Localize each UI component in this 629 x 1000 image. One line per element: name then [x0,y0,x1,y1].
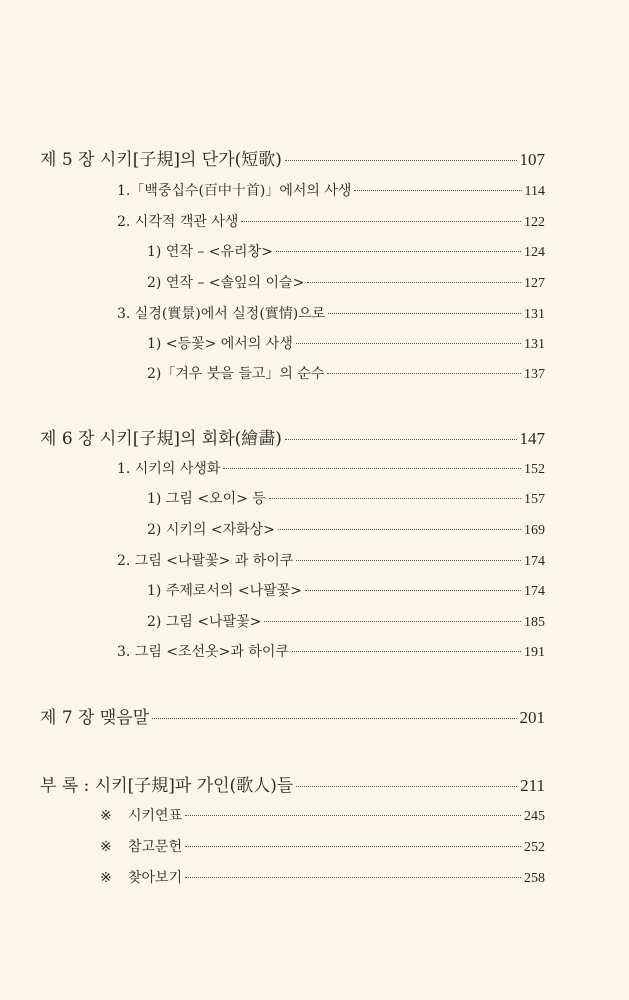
reference-mark-icon: ※ [100,870,112,886]
dot-leader [185,815,521,816]
toc-page-number: 211 [520,776,545,795]
toc-entry [147,488,545,508]
toc-page-number: 137 [524,367,545,382]
toc-entry [117,550,545,570]
dot-leader [328,313,521,314]
toc-entry-label: 부 록 : 시키[子規]파 가인(歌人)들 [40,776,294,796]
dot-leader [292,651,521,652]
dot-leader [269,498,521,499]
toc-entry-chapter-5 [40,145,545,170]
toc-entry [117,180,545,200]
toc-page-number: 174 [524,554,545,569]
dot-leader [185,877,521,878]
toc-page-number: 131 [524,307,545,322]
dot-leader [276,251,521,252]
toc-page-number: 201 [519,708,545,727]
dot-leader [327,373,521,374]
reference-mark-icon: ※ [100,839,112,855]
toc-entry [147,580,545,600]
dot-leader [305,590,521,591]
toc-entry-label: 1) 연작 – <유리창> [147,244,273,260]
dot-leader [354,190,521,191]
reference-mark-icon: ※ [100,808,112,824]
toc-entry-label: 2. 그림 <나팔꽃> 과 하이쿠 [117,553,294,569]
toc-entry [117,303,545,323]
toc-page-number: 245 [524,809,545,824]
toc-entry-label: 1) 그림 <오이> 등 [147,491,266,507]
toc-page-number: 252 [524,840,545,855]
toc-entry-label: 3. 그림 <조선옷>과 하이쿠 [117,644,289,660]
toc-entry-label: 3. 실경(實景)에서 실정(實情)으로 [117,306,326,322]
dot-leader [285,439,517,440]
toc-page-number: 122 [524,215,545,230]
toc-page-number: 258 [524,871,545,886]
toc-entry-label: 1) 주제로서의 <나팔꽃> [147,583,302,599]
toc-entry-label: 제 5 장 시키[子規]의 단가(短歌) [40,150,282,170]
toc-page-number: 152 [524,462,545,477]
toc-entry [117,458,545,478]
dot-leader [223,468,521,469]
toc-page-number: 185 [524,615,545,630]
toc-entry [147,519,545,539]
toc-entry [100,805,545,825]
toc-page-number: 157 [524,492,545,507]
toc-page-number: 169 [524,523,545,538]
toc-entry-label: 2) 그림 <나팔꽃> [147,614,262,630]
dot-leader [285,160,517,161]
toc-entry [117,641,545,661]
toc-entry-label: 제 6 장 시키[子規]의 회화(繪畵) [40,429,282,449]
dot-leader [278,529,521,530]
toc-page-number: 174 [524,584,545,599]
toc-page-number: 147 [519,429,545,448]
toc-entry-label: 1.「백중십수(百中十首)」에서의 사생 [117,183,352,199]
toc-entry-label: 1. 시키의 사생화 [117,461,221,477]
toc-entry [100,836,545,856]
dot-leader [264,621,521,622]
toc-page-number: 114 [524,184,545,199]
toc-entry [147,272,545,292]
toc-entry-label: 시키연표 [128,808,183,824]
dot-leader [296,786,517,787]
toc-entry-label: 1) <등꽃> 에서의 사생 [147,336,293,352]
toc-entry-label: 2) 시키의 <자화상> [147,522,275,538]
toc-page-number: 127 [524,276,545,291]
toc-entry-label: 참고문헌 [128,839,183,855]
toc-page-number: 191 [524,645,545,660]
toc-entry [147,333,545,353]
dot-leader [307,282,521,283]
toc-page-number: 124 [524,245,545,260]
toc-entry-label: 2. 시각적 객관 사생 [117,214,239,230]
toc-entry-label: 2) 연작 – <솔잎의 이슬> [147,275,305,291]
dot-leader [296,343,521,344]
toc-entry-label: 찾아보기 [128,870,183,886]
toc-page-number: 107 [519,150,545,169]
dot-leader [296,560,521,561]
toc-entry-label: 2)「겨우 붓을 들고」의 순수 [147,366,325,382]
toc-entry-chapter-6 [40,424,545,449]
toc-entry [100,867,545,887]
toc-page-number: 131 [524,337,545,352]
toc-entry [147,611,545,631]
toc-entry-chapter-7 [40,703,545,728]
toc-entry [147,363,545,383]
toc-entry-appendix [40,771,545,796]
dot-leader [185,846,521,847]
dot-leader [152,718,516,719]
dot-leader [241,221,521,222]
toc-entry [147,241,545,261]
toc-entry [117,211,545,231]
toc-entry-label: 제 7 장 맺음말 [40,708,150,728]
